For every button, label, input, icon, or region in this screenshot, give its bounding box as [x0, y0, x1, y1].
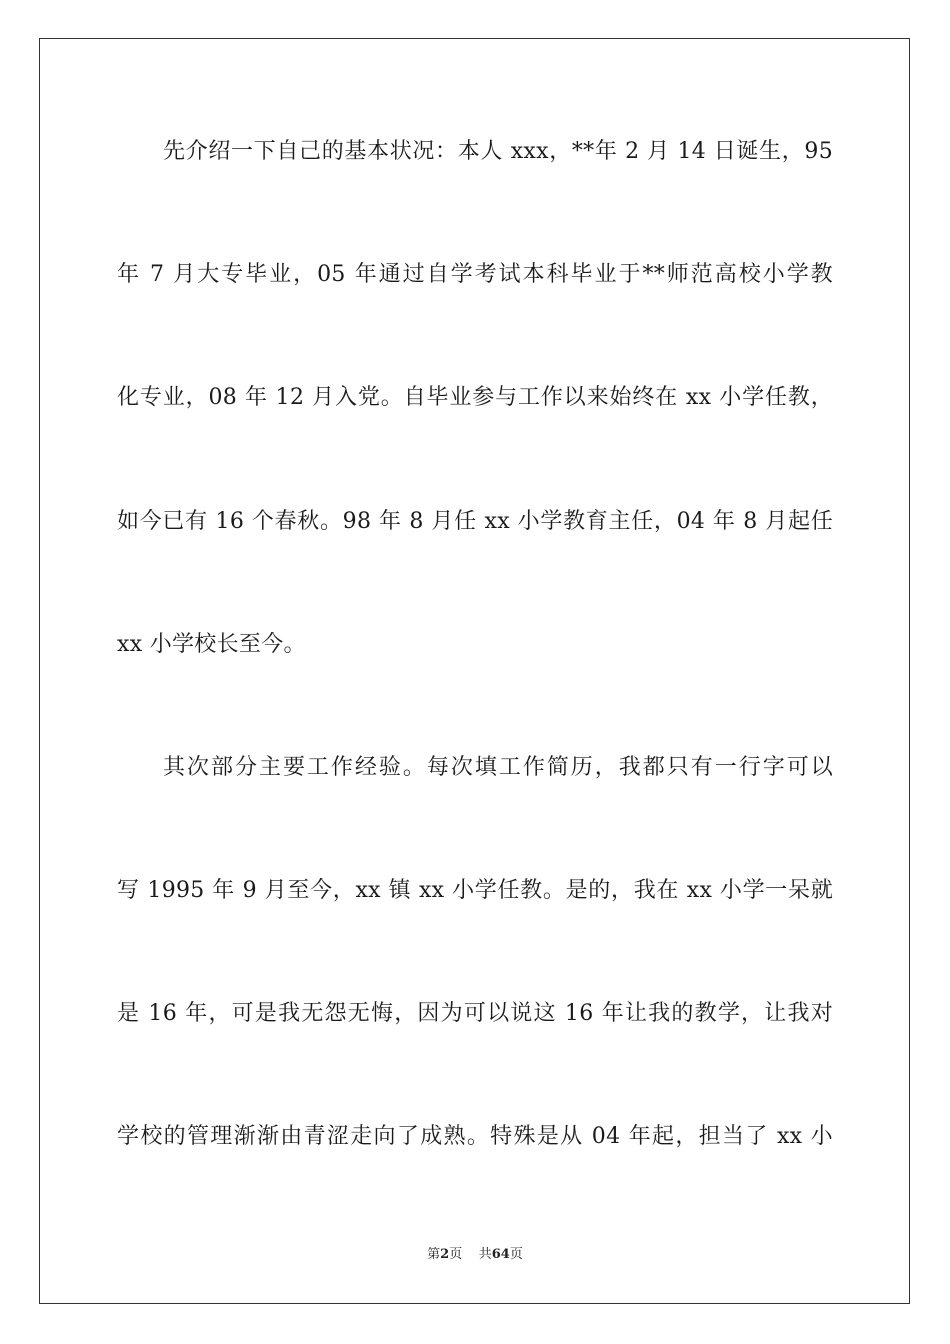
- page-border: [39, 38, 910, 1304]
- paragraph-2-line-3: 是 16 年，可是我无怨无悔，因为可以说这 16 年让我的教学，让我对: [117, 1001, 833, 1026]
- footer-page-prefix: 第: [427, 1247, 441, 1262]
- paragraph-2-line-1: 其次部分主要工作经验。每次填工作简历，我都只有一行字可以: [163, 755, 833, 780]
- footer-page-total: 64: [491, 1247, 510, 1262]
- paragraph-1-line-4: 如今已有 16 个春秋。98 年 8 月任 xx 小学教育主任，04 年 8 月起任: [117, 509, 833, 534]
- footer-page-current: 2: [440, 1247, 450, 1262]
- paragraph-2-line-4: 学校的管理渐渐由青涩走向了成熟。特殊是从 04 年起，担当了 xx 小: [117, 1124, 833, 1149]
- paragraph-1-line-2: 年 7 月大专毕业，05 年通过自学考试本科毕业于**师范高校小学教: [117, 262, 833, 287]
- paragraph-1-line-1: 先介绍一下自己的基本状况：本人 xxx，**年 2 月 14 日诞生，95: [163, 139, 833, 164]
- paragraph-1-line-3: 化专业，08 年 12 月入党。自毕业参与工作以来始终在 xx 小学任教，: [117, 385, 833, 410]
- page-footer: [0, 1246, 950, 1264]
- footer-page-mid: 页 共: [449, 1247, 492, 1262]
- paragraph-1-line-5: xx 小学校长至今。: [117, 632, 306, 657]
- footer-page-suffix: 页: [509, 1247, 523, 1262]
- paragraph-2-line-2: 写 1995 年 9 月至今，xx 镇 xx 小学任教。是的，我在 xx 小学一呆就: [117, 878, 833, 903]
